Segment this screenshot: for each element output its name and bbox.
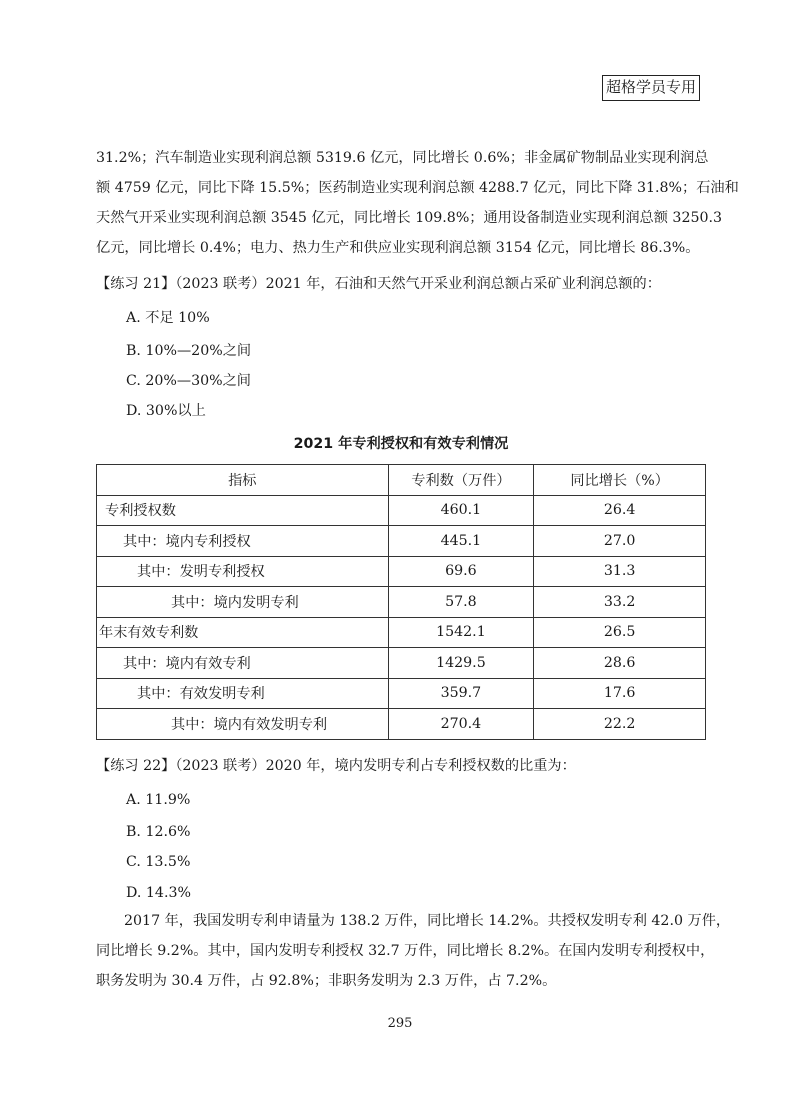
row-growth: 26.5 — [534, 617, 706, 648]
row-label: 专利授权数 — [97, 495, 389, 526]
row-label: 其中：有效发明专利 — [97, 678, 389, 709]
column-header-indicator: 指标 — [97, 465, 389, 496]
row-label: 其中：境内有效专利 — [97, 648, 389, 679]
row-growth: 28.6 — [534, 648, 706, 679]
question-22-option-b: B. 12.6% — [126, 824, 191, 840]
intro-line: 亿元，同比增长 0.4%；电力、热力生产和供应业实现利润总额 3154 亿元，同比增长 86.3%。 — [96, 240, 700, 256]
question-21-option-a: A. 不足 10% — [126, 310, 210, 326]
row-count: 1542.1 — [388, 617, 534, 648]
row-label: 其中：境内专利授权 — [97, 526, 389, 557]
column-header-growth: 同比增长（%） — [534, 465, 706, 496]
table-row — [97, 709, 706, 740]
outro-paragraph — [96, 906, 731, 996]
intro-line: 天然气开采业实现利润总额 3545 亿元，同比增长 109.8%；通用设备制造业实现利润总额 3250.3 — [96, 210, 723, 226]
row-growth: 31.3 — [534, 556, 706, 587]
row-count: 359.7 — [388, 678, 534, 709]
outro-line: 同比增长 9.2%。其中，国内发明专利授权 32.7 万件，同比增长 8.2%。在国内发明专利授权中， — [96, 943, 715, 959]
table-row — [97, 648, 706, 679]
table-row — [97, 678, 706, 709]
question-21-option-d: D. 30%以上 — [126, 403, 206, 419]
question-21-option-c: C. 20%—30%之间 — [126, 373, 251, 389]
row-label: 年末有效专利数 — [97, 617, 389, 648]
intro-line: 31.2%；汽车制造业实现利润总额 5319.6 亿元，同比增长 0.6%；非金属矿物制品业实现利润总 — [96, 150, 709, 166]
table-row — [97, 495, 706, 526]
row-growth: 26.4 — [534, 495, 706, 526]
row-count: 69.6 — [388, 556, 534, 587]
intro-line: 额 4759 亿元，同比下降 15.5%；医药制造业实现利润总额 4288.7 亿元，同比下降 31.8%；石油和 — [96, 180, 739, 196]
page-number: 295 — [387, 1016, 413, 1031]
question-22-option-d: D. 14.3% — [126, 885, 191, 901]
outro-line: 职务发明为 30.4 万件，占 92.8%；非职务发明为 2.3 万件，占 7.2%。 — [96, 973, 557, 989]
row-growth: 33.2 — [534, 587, 706, 618]
row-count: 270.4 — [388, 709, 534, 740]
row-count: 445.1 — [388, 526, 534, 557]
table-row — [97, 556, 706, 587]
column-header-count: 专利数（万件） — [388, 465, 534, 496]
intro-paragraph — [96, 143, 739, 263]
table-title: 2021 年专利授权和有效专利情况 — [293, 436, 509, 452]
row-growth: 22.2 — [534, 709, 706, 740]
row-growth: 17.6 — [534, 678, 706, 709]
question-22-stem: 【练习 22】（2023 联考）2020 年，境内发明专利占专利授权数的比重为： — [96, 758, 576, 774]
row-count: 1429.5 — [388, 648, 534, 679]
table-header-row — [97, 465, 706, 496]
row-growth: 27.0 — [534, 526, 706, 557]
row-count: 57.8 — [388, 587, 534, 618]
question-22-option-c: C. 13.5% — [126, 854, 191, 870]
row-label: 其中：境内有效发明专利 — [97, 709, 389, 740]
student-only-badge: 超格学员专用 — [602, 75, 700, 101]
row-count: 460.1 — [388, 495, 534, 526]
table-row — [97, 526, 706, 557]
question-21-stem: 【练习 21】（2023 联考）2021 年，石油和天然气开采业利润总额占采矿业利润总额的： — [96, 276, 661, 292]
outro-line: 2017 年，我国发明专利申请量为 138.2 万件，同比增长 14.2%。共授权发明专利 42.0 万件， — [124, 913, 731, 929]
row-label: 其中：发明专利授权 — [97, 556, 389, 587]
question-21-option-b: B. 10%—20%之间 — [126, 343, 252, 359]
question-22-option-a: A. 11.9% — [126, 792, 191, 808]
table-row — [97, 617, 706, 648]
row-label: 其中：境内发明专利 — [97, 587, 389, 618]
table-row — [97, 587, 706, 618]
patent-table — [96, 464, 706, 740]
